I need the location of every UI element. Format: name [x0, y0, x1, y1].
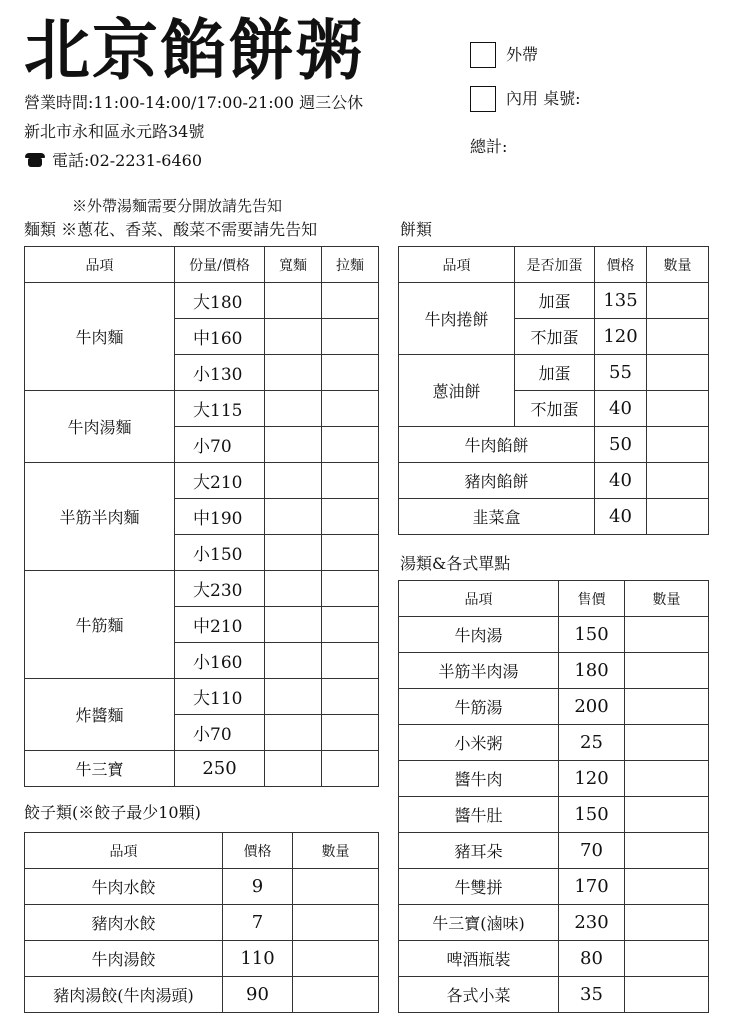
table-row [399, 617, 709, 653]
quantity-cell[interactable] [293, 977, 379, 1013]
table-row [25, 869, 379, 905]
column-header: 寬麵 [265, 247, 322, 283]
table-row [399, 463, 709, 499]
item-price: 7 [223, 905, 293, 941]
item-name: 牛筋麵 [25, 571, 175, 679]
size-price: 小130 [175, 355, 265, 391]
table-row [25, 391, 379, 427]
table-row [25, 941, 379, 977]
item-name: 小米粥 [399, 725, 559, 761]
wide-noodle-qty[interactable] [265, 715, 322, 751]
item-price: 170 [559, 869, 625, 905]
table-row [399, 941, 709, 977]
item-price: 135 [595, 283, 647, 319]
size-price: 中190 [175, 499, 265, 535]
hand-pulled-noodle-qty[interactable] [322, 535, 379, 571]
quantity-cell[interactable] [625, 977, 709, 1013]
wide-noodle-qty[interactable] [265, 751, 322, 787]
phone-icon [24, 153, 46, 167]
column-header: 數量 [293, 833, 379, 869]
item-price: 110 [223, 941, 293, 977]
item-name: 牛肉湯餃 [25, 941, 223, 977]
item-name: 啤酒瓶裝 [399, 941, 559, 977]
column-header: 品項 [25, 833, 223, 869]
item-name: 牛肉湯 [399, 617, 559, 653]
hand-pulled-noodle-qty[interactable] [322, 319, 379, 355]
item-name: 蔥油餅 [399, 355, 515, 427]
item-price: 180 [559, 653, 625, 689]
dumplings-table [24, 832, 379, 1013]
quantity-cell[interactable] [293, 941, 379, 977]
item-name: 豬耳朵 [399, 833, 559, 869]
item-name: 豬肉湯餃(牛肉湯頭) [25, 977, 223, 1013]
quantity-cell[interactable] [625, 941, 709, 977]
shop-address: 新北市永和區永元路34號 [24, 122, 205, 141]
column-header: 數量 [647, 247, 709, 283]
soups-title: 湯類&各式單點 [400, 554, 511, 573]
size-price: 大210 [175, 463, 265, 499]
table-row [399, 653, 709, 689]
dumplings-title: 餃子類(※餃子最少10顆) [24, 803, 201, 822]
table-row [25, 751, 379, 787]
quantity-cell[interactable] [625, 725, 709, 761]
item-price: 40 [595, 463, 647, 499]
shop-phone [24, 150, 202, 172]
wide-noodle-qty[interactable] [265, 679, 322, 715]
item-name: 牛筋湯 [399, 689, 559, 725]
column-header: 拉麵 [322, 247, 379, 283]
size-price: 小70 [175, 715, 265, 751]
quantity-cell[interactable] [625, 761, 709, 797]
item-name: 牛肉麵 [25, 283, 175, 391]
quantity-cell[interactable] [647, 283, 709, 319]
item-price: 150 [559, 617, 625, 653]
wide-noodle-qty[interactable] [265, 535, 322, 571]
table-row [399, 499, 709, 535]
size-price: 大230 [175, 571, 265, 607]
column-header: 份量/價格 [175, 247, 265, 283]
item-name: 韭菜盒 [399, 499, 595, 535]
hand-pulled-noodle-qty[interactable] [322, 571, 379, 607]
hand-pulled-noodle-qty[interactable] [322, 607, 379, 643]
hand-pulled-noodle-qty[interactable] [322, 679, 379, 715]
item-price: 150 [559, 797, 625, 833]
hand-pulled-noodle-qty[interactable] [322, 751, 379, 787]
table-row [399, 427, 709, 463]
hand-pulled-noodle-qty[interactable] [322, 463, 379, 499]
egg-option: 不加蛋 [515, 319, 595, 355]
wide-noodle-qty[interactable] [265, 283, 322, 319]
item-name: 豬肉水餃 [25, 905, 223, 941]
pancakes-title: 餅類 [400, 220, 433, 239]
dumplings-header-row [25, 833, 379, 869]
noodles-header-row [25, 247, 379, 283]
hand-pulled-noodle-qty[interactable] [322, 283, 379, 319]
item-price: 25 [559, 725, 625, 761]
table-row [399, 355, 709, 391]
quantity-cell[interactable] [625, 653, 709, 689]
table-row [25, 679, 379, 715]
hand-pulled-noodle-qty[interactable] [322, 499, 379, 535]
item-price: 120 [595, 319, 647, 355]
size-price: 中160 [175, 319, 265, 355]
size-price: 大115 [175, 391, 265, 427]
item-price: 35 [559, 977, 625, 1013]
quantity-cell[interactable] [647, 319, 709, 355]
item-name: 牛肉湯麵 [25, 391, 175, 463]
item-name: 半筋半肉麵 [25, 463, 175, 571]
size-price: 大110 [175, 679, 265, 715]
item-name: 半筋半肉湯 [399, 653, 559, 689]
wide-noodle-qty[interactable] [265, 499, 322, 535]
wide-noodle-qty[interactable] [265, 355, 322, 391]
column-header: 價格 [595, 247, 647, 283]
item-name: 牛三寶(滷味) [399, 905, 559, 941]
item-name: 炸醬麵 [25, 679, 175, 751]
item-price: 90 [223, 977, 293, 1013]
quantity-cell[interactable] [647, 355, 709, 391]
table-row [25, 977, 379, 1013]
table-row [399, 905, 709, 941]
takeout-checkbox[interactable] [470, 42, 496, 68]
column-header: 是否加蛋 [515, 247, 595, 283]
quantity-cell[interactable] [625, 869, 709, 905]
quantity-cell[interactable] [293, 905, 379, 941]
hand-pulled-noodle-qty[interactable] [322, 715, 379, 751]
item-name: 牛肉捲餅 [399, 283, 515, 355]
item-price: 120 [559, 761, 625, 797]
column-header: 售價 [559, 581, 625, 617]
wide-noodle-qty[interactable] [265, 643, 322, 679]
size-price: 大180 [175, 283, 265, 319]
table-row [399, 977, 709, 1013]
egg-option: 不加蛋 [515, 391, 595, 427]
shop-name: 北京餡餅粥 [24, 11, 364, 89]
table-row [25, 571, 379, 607]
takeout-soup-note: ※外帶湯麵需要分開放請先告知 [72, 197, 283, 215]
item-name: 牛肉水餃 [25, 869, 223, 905]
phone-number: 電話:02-2231-6460 [52, 151, 203, 170]
column-header: 價格 [223, 833, 293, 869]
quantity-cell[interactable] [647, 463, 709, 499]
item-price: 80 [559, 941, 625, 977]
size-price: 250 [175, 751, 265, 787]
soups-header-row [399, 581, 709, 617]
item-price: 9 [223, 869, 293, 905]
table-row [25, 905, 379, 941]
egg-option: 加蛋 [515, 355, 595, 391]
dinein-label: 內用 桌號: [506, 89, 581, 108]
pancakes-table [398, 246, 709, 535]
quantity-cell[interactable] [625, 833, 709, 869]
column-header: 品項 [399, 247, 515, 283]
size-price: 中210 [175, 607, 265, 643]
hand-pulled-noodle-qty[interactable] [322, 355, 379, 391]
quantity-cell[interactable] [647, 427, 709, 463]
item-name: 牛雙拼 [399, 869, 559, 905]
wide-noodle-qty[interactable] [265, 463, 322, 499]
wide-noodle-qty[interactable] [265, 607, 322, 643]
item-price: 50 [595, 427, 647, 463]
table-row [399, 689, 709, 725]
table-row [399, 761, 709, 797]
noodles-title: 麵類 ※蔥花、香菜、酸菜不需要請先告知 [24, 220, 318, 239]
hand-pulled-noodle-qty[interactable] [322, 391, 379, 427]
wide-noodle-qty[interactable] [265, 391, 322, 427]
soups-table [398, 580, 709, 1013]
pancakes-header-row [399, 247, 709, 283]
table-row [399, 869, 709, 905]
size-price: 小150 [175, 535, 265, 571]
size-price: 小160 [175, 643, 265, 679]
item-name: 醬牛肚 [399, 797, 559, 833]
hand-pulled-noodle-qty[interactable] [322, 427, 379, 463]
item-name: 牛肉餡餅 [399, 427, 595, 463]
egg-option: 加蛋 [515, 283, 595, 319]
item-price: 70 [559, 833, 625, 869]
table-row [25, 283, 379, 319]
quantity-cell[interactable] [647, 391, 709, 427]
item-price: 200 [559, 689, 625, 725]
table-row [399, 725, 709, 761]
table-row [25, 463, 379, 499]
dinein-checkbox[interactable] [470, 86, 496, 112]
item-name: 牛三寶 [25, 751, 175, 787]
item-price: 40 [595, 391, 647, 427]
quantity-cell[interactable] [625, 689, 709, 725]
table-row [399, 797, 709, 833]
total-label: 總計: [470, 137, 508, 156]
wide-noodle-qty[interactable] [265, 427, 322, 463]
item-name: 豬肉餡餅 [399, 463, 595, 499]
business-hours: 營業時間:11:00-14:00/17:00-21:00 週三公休 [24, 93, 364, 112]
quantity-cell[interactable] [625, 617, 709, 653]
item-price: 230 [559, 905, 625, 941]
takeout-label: 外帶 [506, 45, 539, 64]
column-header: 品項 [399, 581, 559, 617]
wide-noodle-qty[interactable] [265, 319, 322, 355]
size-price: 小70 [175, 427, 265, 463]
noodles-table [24, 246, 379, 787]
quantity-cell[interactable] [647, 499, 709, 535]
wide-noodle-qty[interactable] [265, 571, 322, 607]
dinein-option[interactable] [470, 86, 580, 112]
table-row [399, 833, 709, 869]
quantity-cell[interactable] [293, 869, 379, 905]
takeout-option[interactable] [470, 42, 538, 68]
quantity-cell[interactable] [625, 905, 709, 941]
column-header: 數量 [625, 581, 709, 617]
column-header: 品項 [25, 247, 175, 283]
item-price: 40 [595, 499, 647, 535]
table-row [399, 283, 709, 319]
item-price: 55 [595, 355, 647, 391]
hand-pulled-noodle-qty[interactable] [322, 643, 379, 679]
item-name: 各式小菜 [399, 977, 559, 1013]
item-name: 醬牛肉 [399, 761, 559, 797]
quantity-cell[interactable] [625, 797, 709, 833]
